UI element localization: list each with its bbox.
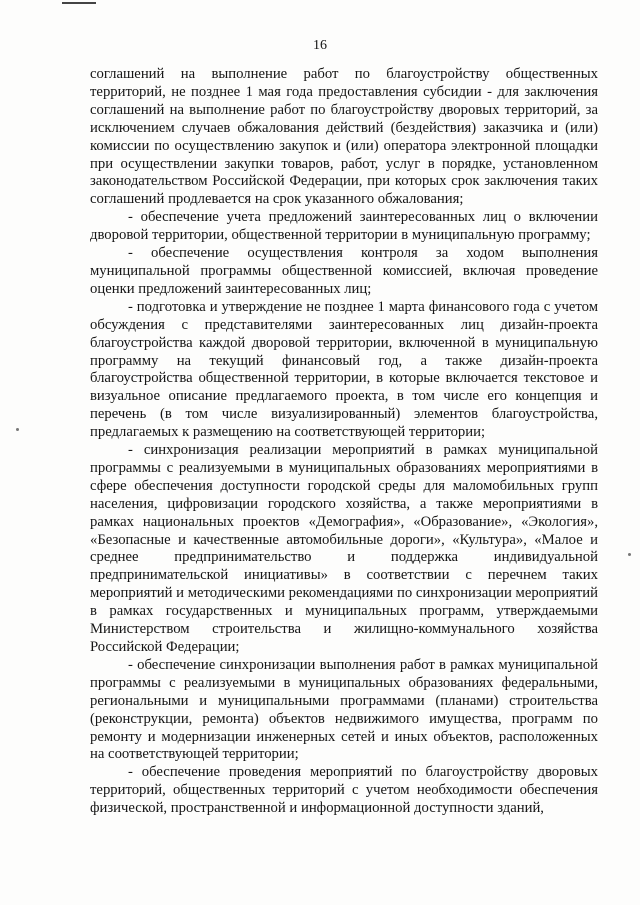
body-text — [90, 66, 598, 818]
scan-artifact-line — [62, 2, 96, 4]
scan-artifact-dot — [628, 553, 631, 556]
list-item-paragraph: - подготовка и утверждение не позднее 1 марта финансового года с учетом обсуждения с представителями заинтересованных лиц дизайн-проекта благоустройства каждой дворовой территории, включенной в муниципальную программу на текущий финансовый год, а также дизайн-проекта благоустройства общественной территории, в которые включается текстовое и визуальное описание предлагаемого проекта, в том числе его концепция и перечень (в том числе визуализированный) элементов благоустройства, предлагаемых к размещению на соответствующей территории; — [90, 298, 598, 441]
paragraph-continuation: соглашений на выполнение работ по благоустройству общественных территорий, не позднее 1 мая года предоставления субсидии - для заключения соглашений на выполнение работ по благоустройству дворовых территорий, за исключением случаев обжалования действий (бездействия) заказчика и (или) комиссии по осуществлению закупок и (или) оператора электронной площадки при осуществлении закупки товаров, работ, услуг в порядке, установленном законодательством Российской Федерации, при которых срок заключения таких соглашений продлевается на срок указанного обжалования; — [90, 66, 598, 208]
page-number: 16 — [313, 38, 327, 53]
list-item-paragraph: - обеспечение осуществления контроля за ходом выполнения муниципальной программы общественной комиссией, включая проведение оценки предложений заинтересованных лиц; — [90, 245, 598, 297]
scan-artifact-dot — [16, 428, 19, 431]
list-item-paragraph: - обеспечение проведения мероприятий по благоустройству дворовых территорий, общественных территорий с учетом необходимости обеспечения физической, пространственной и информационной доступности зданий, — [90, 764, 598, 817]
list-item-paragraph: - обеспечение синхронизации выполнения работ в рамках муниципальной программы с реализуемыми в муниципальных образованиях федеральными, региональными и муниципальными программами (планами) строительства (реконструкции, ремонта) объектов недвижимого имущества, программ по ремонту и модернизации инженерных сетей и иных объектов, расположенных на соответствующей территории; — [90, 656, 598, 763]
list-item-paragraph: - обеспечение учета предложений заинтересованных лиц о включении дворовой территории, общественной территории в муниципальную программу; — [90, 209, 598, 244]
list-item-paragraph: - синхронизация реализации мероприятий в рамках муниципальной программы с реализуемыми в муниципальных образованиях мероприятиями в сфере обеспечения доступности городской среды для маломобильных групп населения, цифровизации городского хозяйства, а также мероприятиями в рамках национальных проектов «Демография», «Образование», «Экология», «Безопасные и качественные автомобильные дороги», «Культура», «Малое и среднее предпринимательство и поддержка индивидуальной предпринимательской инициативы» в соответствии с перечнем таких мероприятий и методическими рекомендациями по синхронизации мероприятий в рамках государственных и муниципальных программ, утверждаемыми Министерством строительства и жилищно-коммунального хозяйства Российской Федерации; — [90, 442, 598, 655]
